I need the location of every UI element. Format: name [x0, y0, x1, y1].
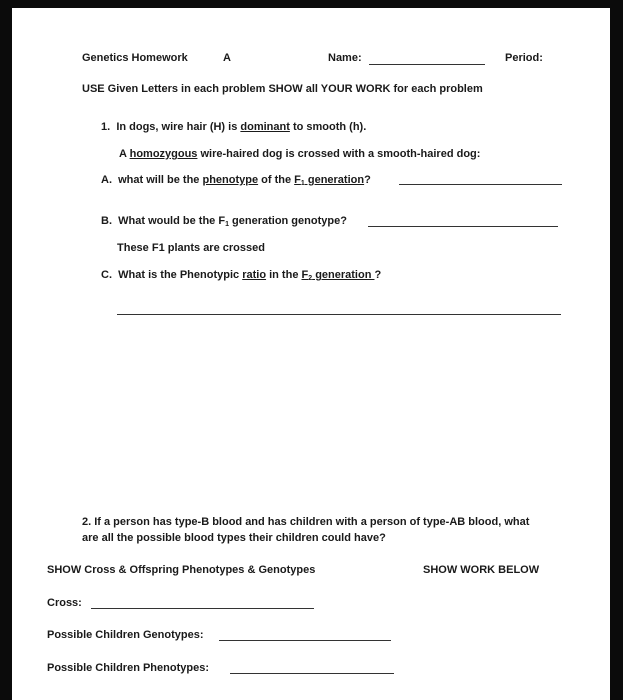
- q1a-text: what will be the: [118, 174, 203, 186]
- q1a-gen-word: generation: [304, 174, 365, 186]
- q1b-question: [101, 215, 347, 228]
- q1c-gen-f: F: [301, 269, 309, 281]
- q1c-answer-blank[interactable]: [117, 314, 561, 315]
- q1-cross-description: [119, 148, 480, 161]
- name-label: Name:: [328, 52, 362, 64]
- q1a-phenotype-word: phenotype: [202, 174, 259, 186]
- q2-show-work-heading: SHOW WORK BELOW: [423, 564, 540, 576]
- q1c-question: [101, 269, 381, 282]
- q1-stem-end: to smooth (h).: [289, 121, 367, 133]
- worksheet-page: [12, 8, 610, 700]
- q1-stem-text: In dogs, wire hair (H) is: [116, 121, 241, 133]
- q1-cross-end: wire-haired dog is crossed with a smooth-haired dog:: [197, 148, 481, 160]
- q1a-gen-f: F: [294, 174, 301, 186]
- q1b-note: These F1 plants are crossed: [117, 242, 265, 254]
- q1a-gen-sub: 1: [300, 180, 305, 187]
- name-blank[interactable]: [369, 64, 485, 65]
- q2-genotypes-blank[interactable]: [219, 640, 391, 641]
- q1b-text-end: generation genotype?: [228, 215, 347, 227]
- q1a-answer-blank[interactable]: [399, 184, 562, 185]
- q2-genotypes-label: Possible Children Genotypes:: [47, 629, 204, 641]
- worksheet-version: A: [223, 52, 231, 64]
- q1b-sub: 1: [225, 221, 229, 228]
- q1-number: 1.: [101, 121, 111, 133]
- q2-cross-label: Cross:: [47, 597, 82, 609]
- q2-phenotypes-label: Possible Children Phenotypes:: [47, 662, 209, 674]
- q1c-letter: C.: [101, 269, 112, 281]
- q1-homozygous-word: homozygous: [129, 148, 198, 160]
- q2-line1: 2. If a person has type-B blood and has children with a person of type-AB blood, what: [82, 516, 530, 528]
- q1b-letter: B.: [101, 215, 112, 227]
- q1a-qmark: ?: [364, 174, 371, 186]
- q1c-generation: [302, 269, 375, 281]
- q1a-generation: [294, 174, 364, 186]
- q2-cross-blank[interactable]: [91, 608, 314, 609]
- q1a-letter: A.: [101, 174, 112, 186]
- q1c-text: What is the Phenotypic: [118, 269, 243, 281]
- q1c-qmark: ?: [374, 269, 382, 281]
- q1c-mid: in the: [266, 269, 302, 281]
- q1b-answer-blank[interactable]: [368, 226, 558, 227]
- q1-stem: [101, 121, 366, 134]
- q2-line2: are all the possible blood types their children could have?: [82, 532, 386, 544]
- q2-show-cross-heading: SHOW Cross & Offspring Phenotypes & Genotypes: [47, 564, 316, 576]
- q1-cross-start: A: [119, 148, 130, 160]
- q1c-gen-sub: 2: [308, 275, 313, 282]
- q1c-ratio-word: ratio: [242, 269, 267, 281]
- worksheet-title: Genetics Homework: [82, 52, 188, 64]
- instructions: USE Given Letters in each problem SHOW all YOUR WORK for each problem: [82, 83, 483, 95]
- q2-phenotypes-blank[interactable]: [230, 673, 394, 674]
- q1c-gen-word: generation: [312, 269, 375, 281]
- q1-dominant-word: dominant: [240, 121, 290, 133]
- q1b-text: What would be the F: [118, 215, 226, 227]
- period-label: Period:: [505, 52, 543, 64]
- q1a-question: [101, 174, 371, 187]
- q1a-mid: of the: [258, 174, 295, 186]
